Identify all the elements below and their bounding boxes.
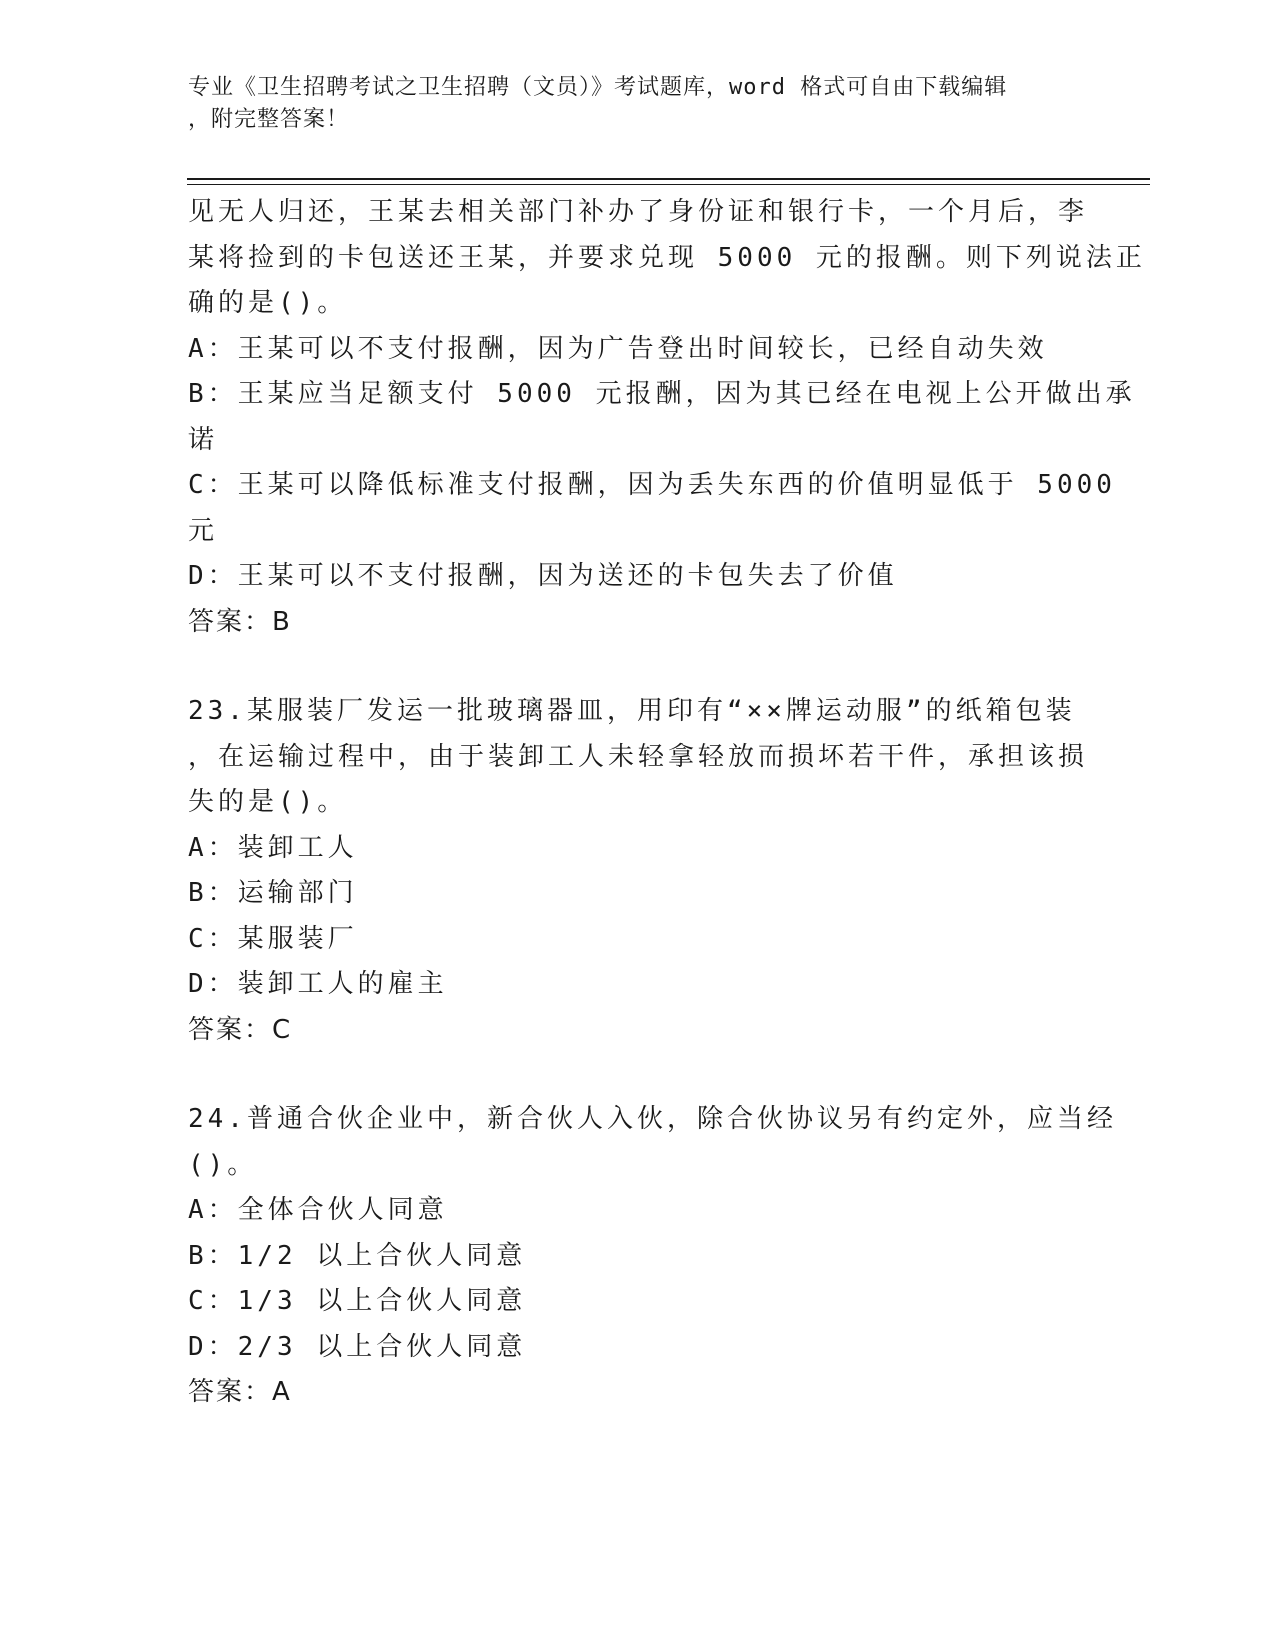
question-stem-line: 确的是()。 xyxy=(188,288,348,318)
question-stem-line: ()。 xyxy=(188,1149,258,1180)
header-line-1: 专业《卫生招聘考试之卫生招聘（文员）》考试题库，word 格式可自由下载编辑 xyxy=(188,75,1008,100)
header-divider xyxy=(187,178,1150,185)
header-line-2: ，附完整答案！ xyxy=(188,107,350,132)
question-stem-line: 某将捡到的卡包送还王某，并要求兑现 5000 元的报酬。则下列说法正 xyxy=(188,242,1146,273)
option-b: B：王某应当足额支付 5000 元报酬，因为其已经在电视上公开做出承 xyxy=(188,379,1136,409)
option-a: A：装卸工人 xyxy=(188,832,358,863)
answer-label: 答案：A xyxy=(188,1377,292,1407)
question-stem-line: 24.普通合伙企业中，新合伙人入伙，除合伙协议另有约定外，应当经 xyxy=(188,1104,1117,1134)
answer-label: 答案：B xyxy=(188,606,292,637)
option-d: D：2/3 以上合伙人同意 xyxy=(188,1331,527,1362)
question-24 xyxy=(188,1097,1117,1416)
page-header xyxy=(188,72,1068,136)
question-stem-line: 见无人归还，王某去相关部门补办了身份证和银行卡，一个月后，李 xyxy=(188,197,1089,227)
question-spacer xyxy=(188,1053,1088,1097)
option-c: C：王某可以降低标准支付报酬，因为丢失东西的价值明显低于 5000 xyxy=(188,470,1116,500)
question-22 xyxy=(188,190,1146,645)
question-stem-line: ，在运输过程中，由于装卸工人未轻拿轻放而损坏若干件，承担该损 xyxy=(188,741,1089,772)
option-a: A：王某可以不支付报酬，因为广告登出时间较长，已经自动失效 xyxy=(188,333,1048,364)
option-b-continued: 诺 xyxy=(188,424,219,455)
question-stem-line: 23.某服装厂发运一批玻璃器皿，用印有“××牌运动服”的纸箱包装 xyxy=(188,696,1076,726)
option-c: C：1/3 以上合伙人同意 xyxy=(188,1286,527,1316)
option-c: C：某服装厂 xyxy=(188,923,358,954)
option-c-continued: 元 xyxy=(188,515,219,546)
question-stem-line: 失的是()。 xyxy=(188,787,348,817)
option-d: D：王某可以不支付报酬，因为送还的卡包失去了价值 xyxy=(188,561,898,591)
page-content xyxy=(188,190,1146,1416)
answer-label: 答案：C xyxy=(188,1014,293,1045)
option-b: B：1/2 以上合伙人同意 xyxy=(188,1240,527,1271)
question-23 xyxy=(188,689,1088,1053)
option-d: D：装卸工人的雇主 xyxy=(188,969,448,999)
option-b: B：运输部门 xyxy=(188,878,358,908)
question-spacer xyxy=(188,645,1088,689)
option-a: A：全体合伙人同意 xyxy=(188,1195,448,1225)
